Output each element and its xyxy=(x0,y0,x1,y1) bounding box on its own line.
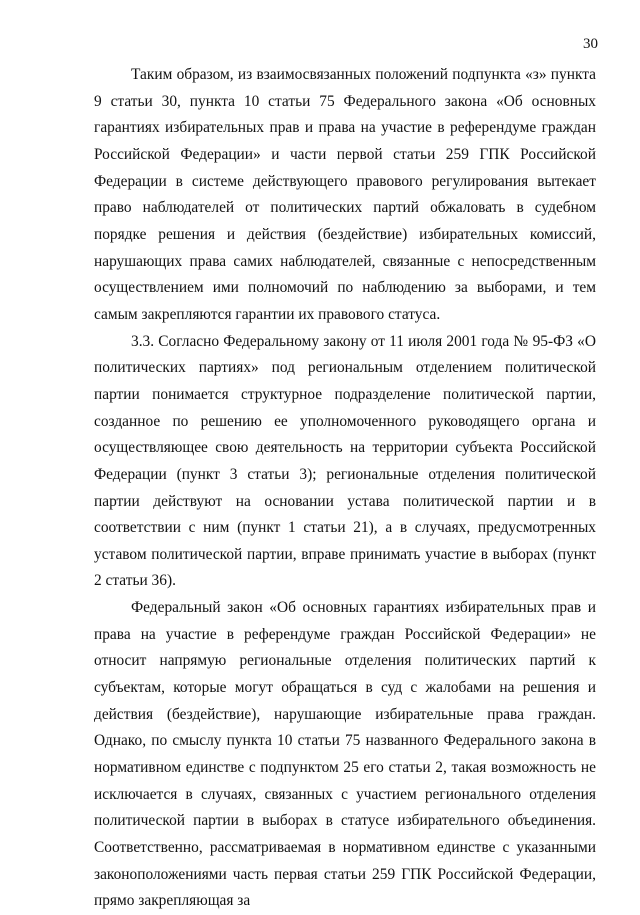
page-number: 30 xyxy=(583,36,598,52)
paragraph-federal-law-appeal: Федеральный закон «Об основных гарантиях избирательных прав и права на участие в референдуме граждан Российской Федерации» не относит напрямую региональные отделения политических партий к субъектам, которые могут обращаться в суд с жалобами на решения и действия (бездействие), нарушающие избирательные права граждан. Однако, по смыслу пункта 10 статьи 75 названного Федерального закона в нормативном единстве с подпунктом 25 его статьи 2, такая возможность не исключается в случаях, связанных с участием регионального отделения политической партии в выборах в статусе избирательного объединения. Соответственно, рассматриваемая в нормативном единстве с указанными законоположениями часть первая статьи 259 ГПК Российской Федерации, прямо закрепляющая за xyxy=(94,599,596,910)
paragraph-regional-branches: 3.3. Согласно Федеральному закону от 11 июля 2001 года № 95-ФЗ «О политических партиях» под региональным отделением политической партии понимается структурное подразделение политической партии, созданное по решению ее уполномоченного руководящего органа и осуществляющее свою деятельность на территории субъекта Российской Федерации (пункт 3 статьи 3); региональные отделения политической партии действуют на основании устава политической партии и в соответствии с ним (пункт 1 статьи 21), а в случаях, предусмотренных уставом политической партии, вправе принимать участие в выборах (пункт 2 статьи 36). xyxy=(94,332,596,590)
document-body xyxy=(94,62,596,915)
paragraph-observers-rights: Таким образом, из взаимосвязанных положений подпункта «з» пункта 9 статьи 30, пункта 10 статьи 75 Федерального закона «Об основных гарантиях избирательных прав и права на участие в референдуме граждан Российской Федерации» и части первой статьи 259 ГПК Российской Федерации в системе действующего правового регулирования вытекает право наблюдателей от политических партий обжаловать в судебном порядке решения и действия (бездействие) избирательных комиссий, нарушающих права самих наблюдателей, связанные с непосредственным осуществлением ими полномочий по наблюдению за выборами, и тем самым закрепляются гарантии их правового статуса. xyxy=(94,66,596,323)
